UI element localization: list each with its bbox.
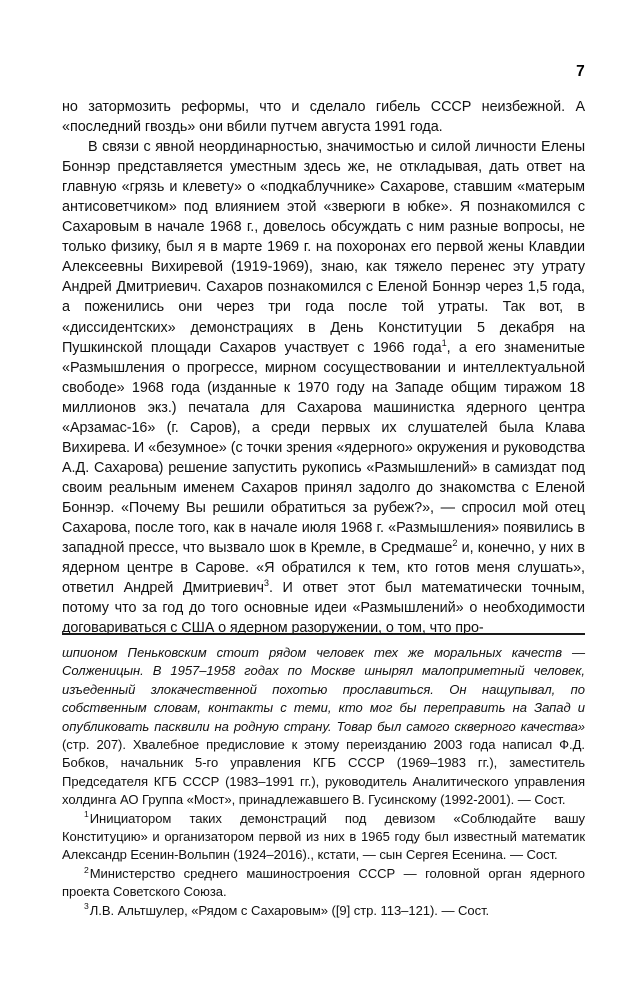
footnote-text-1: Инициатором таких демонстраций под девизом «Соблюдайте вашу Конституцию» и организатором первой из них в 1965 году был известный математик Александр Есенин-Вольпин (1924–2016)., кстати, — сын Сергея Есенина. — Сост. [62,810,585,863]
footnote-text-2: Министерство среднего машиностроения СССР — головной орган ядерного проекта Советского Союза. [62,865,585,900]
paragraph-bonner-part3: и, конечно, у них в ядерном центре в Сарове. «Я обратился к тем, кто готов меня слушать», ответил Андрей Дмитриевич [62,540,585,597]
footnote-text-3: Л.В. Альтшулер, «Рядом с Сахаровым» ([9] стр. 113–121). — Сост. [89,902,490,918]
footnote-block [62,633,585,920]
footnote-marker-1: 1 [84,809,89,820]
footnote-continued [62,644,585,810]
footnote-ref-3[interactable]: 3 [263,578,269,589]
footnote-ref-1[interactable]: 1 [441,337,447,348]
footnote-marker-2: 2 [84,864,89,875]
footnote-marker-3: 3 [84,901,89,912]
footnote-continued-quote: шпионом Пеньковским стоит рядом человек тех же моральных качеств — Солженицын. В 1957–1958 годах по Москве шнырял малоприметный человек, изъеденный злокачественной похотью прославиться. Он нащупывал, по собственным словам, контакты с теми, кто мог бы переправить на Запад и опубликовать пасквили на родную страну. Товар был самого скверного качества» [62,645,585,734]
footnote-separator-rule [62,633,585,635]
paragraph-bonner-part2: , а его знаменитые «Размышления о прогрессе, мирном сосуществовании и интеллектуальной свободе» 1968 года (изданные к 1970 году на Западе общим тиражом 18 миллионов экз.) печатала для Сахарова машинистка ядерного центра «Арзамас-16» (г. Саров), а среди первых их слушателей была Клава Вихирева. И «безумное» (с точки зрения «ядерного» окружения и руководства А.Д. Сахарова) решение запустить рукопись «Размышлений» в самиздат под своим реальным именем Сахаров принял задолго до знакомства с Еленой Боннэр. «Почему Вы решили обратиться за рубеж?», — спросил мой отец Сахарова, после того, как в начале июля 1968 г. «Размышления» появились в западной прессе, что вызвало шок в Кремле, в Средмаше [62,339,585,557]
footnote-item-3 [62,902,585,920]
footnote-ref-2[interactable]: 2 [452,538,458,549]
paragraph-bonner [62,137,585,638]
page-number: 7 [576,63,585,80]
page-header [62,62,585,86]
paragraph-bonner-part4: . И ответ этот был математически точным, потому что за год до того основные идеи «Размышлений» о необходимости договариваться с США о ядерном разоружении, о том, что про- [62,580,586,637]
footnote-item-2 [62,865,585,902]
paragraph-continued: но затормозить реформы, что и сделало гибель СССР неизбежной. А «последний гвоздь» они вбили путчем августа 1991 года. [62,99,585,136]
body-text-block [62,97,585,638]
paragraph-bonner-part1: В связи с явной неординарностью, значимостью и силой личности Елены Боннэр представляется уместным здесь же, не откладывая, дать ответ на главную «грязь и клевету» о «подкаблучнике» Сахарове, ставшим «матерым антисоветчиком» под влиянием этой «зверюги в юбке». Я познакомился с Сахаровым в начале 1968 г., довелось обсуждать с ним разные вопросы, не только физику, был я в марте 1969 г. на похоронах его первой жены Клавдии Алексеевны Вихиревой (1919-1969), знаю, как тяжело перенес эту утрату Андрей Дмитриевич. Сахаров познакомился с Еленой Боннэр через 1,5 года, а поженились они через три года после той утраты. Так вот, в «диссидентских» демонстрациях в День Конституции 5 декабря на Пушкинской площади Сахаров участвует с 1966 года [62,139,585,356]
footnote-continued-tail: (стр. 207). Хвалебное предисловие к этому переизданию 2003 года написал Ф.Д. Бобков, начальник 5-го управления КГБ СССР (1969–1983 гг.), заместитель Председателя КГБ СССР (1983–1991 гг.), руководитель Аналитического управления холдинга АО Группа «Мост», принадлежавшего В. Гусинскому (1992-2001). — Сост. [62,737,585,808]
footnote-item-1 [62,810,585,865]
